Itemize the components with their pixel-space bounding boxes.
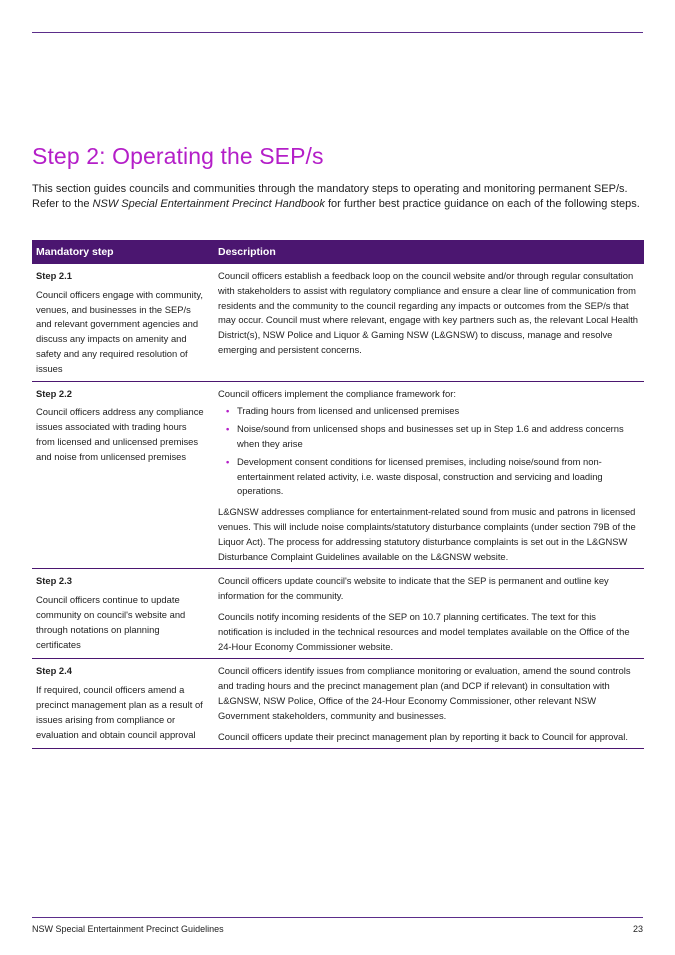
step-title: Step 2.3 [36,575,72,587]
bullet-icon: • [226,405,230,417]
mandatory-steps-table [32,240,644,749]
list-item [218,455,640,499]
description-paragraph: Councils notify incoming residents of the SEP on 10.7 planning certificates. The text for this notification is included in the technical resources and model templates available on the Office of the 24-Hour Economy Commissioner website. [218,610,630,652]
list-item [218,404,640,419]
table-row [32,569,644,659]
bullet-list [218,404,640,499]
page-title: Step 2: Operating the SEP/s [32,143,324,169]
header-description: Description [214,240,644,264]
footer-title: NSW Special Entertainment Precinct Guidelines [32,924,224,934]
step-cell [32,569,214,659]
description-cell [214,659,644,749]
intro-text-1: This section guides councils and communities through the mandatory steps to operating and monitoring permanent SEP/s. Refer to the [32,183,628,210]
bullet-text: Trading hours from licensed and unlicensed premises [237,405,460,417]
table-row [32,264,644,381]
table-row [32,381,644,569]
step-title: Step 2.1 [36,270,72,281]
handbook-title: NSW Special Entertainment Precinct Handbook [92,198,325,210]
step-summary: Council officers engage with community, venues, and businesses in the SEP/s and relevant government agencies and discuss any impacts on amenity and safety and any required resolution of issues [36,288,203,374]
footer-divider [32,917,643,918]
bullet-text: Noise/sound from unlicensed shops and businesses set up in Step 1.6 and address concerns when they arise [237,423,624,449]
step-summary: Council officers address any compliance issues associated with trading hours from licensed and unlicensed premises and noise from unlicensed premises [36,406,204,462]
bullet-text: Development consent conditions for licensed premises, including noise/sound from non-entertainment related activity, i.e. waste disposal, construction and servicing and loading operations. [237,455,603,497]
step-cell [32,659,214,749]
description-cell [214,381,644,569]
bullet-icon: • [226,455,230,467]
step-cell [32,381,214,569]
step-cell [32,264,214,381]
header-mandatory-step: Mandatory step [32,240,214,264]
description-paragraph: Council officers update their precinct management plan by reporting it back to Council for approval. [218,730,628,742]
intro-paragraph [32,182,644,212]
table-row [32,659,644,749]
step-title: Step 2.2 [36,387,72,399]
top-divider [32,32,643,33]
step-summary: If required, council officers amend a precinct management plan as a result of issues arising from compliance or evaluation and obtain council approval [36,684,203,740]
page-number: 23 [632,924,643,934]
description-paragraph: Council officers identify issues from compliance monitoring or evaluation, amend the sound controls and trading hours and the precinct management plan (and DCP if relevant) in consultation with L&GNSW, NSW Police, Office of the 24-Hour Economy Commissioner, other relevant NSW Government stakeholders, community and businesses. [218,665,631,721]
step-title: Step 2.4 [36,665,72,677]
table-header-row [32,240,644,264]
step-summary: Council officers continue to update community on council's website and through notations on planning certificates [36,594,186,650]
intro-text-2: for further best practice guidance on each of the following steps. [324,198,640,210]
bullet-icon: • [226,423,230,435]
description-cell [214,264,644,381]
list-item [218,422,640,452]
description-paragraph: L&GNSW addresses compliance for entertainment-related sound from music and patrons in licensed venues. This will include noise complaints/statutory disturbance complaints (under section 79B of the Liquor Act). The process for addressing statutory disturbance complaints is set out in the L&GNSW Disturbance Complaint Guidelines available on the L&GNSW website. [218,506,636,562]
description-paragraph: Council officers establish a feedback loop on the council website and/or through regular consultation with stakeholders to assist with regulatory compliance and ensure a clear line of communication from residents and the community to the council regarding any impacts or outcomes from the SEP/s that may occur. Council must where relevant, engage with key partners such as, the relevant Local Health District(s), NSW Police and Liquor & Gaming NSW (L&GNSW) to discuss, manage and resolve emerging and persistent concerns. [218,270,639,355]
description-lead: Council officers implement the compliance framework for: [218,387,456,399]
description-paragraph: Council officers update council's website to indicate that the SEP is permanent and outline key information for the community. [218,575,609,602]
description-cell [214,569,644,659]
